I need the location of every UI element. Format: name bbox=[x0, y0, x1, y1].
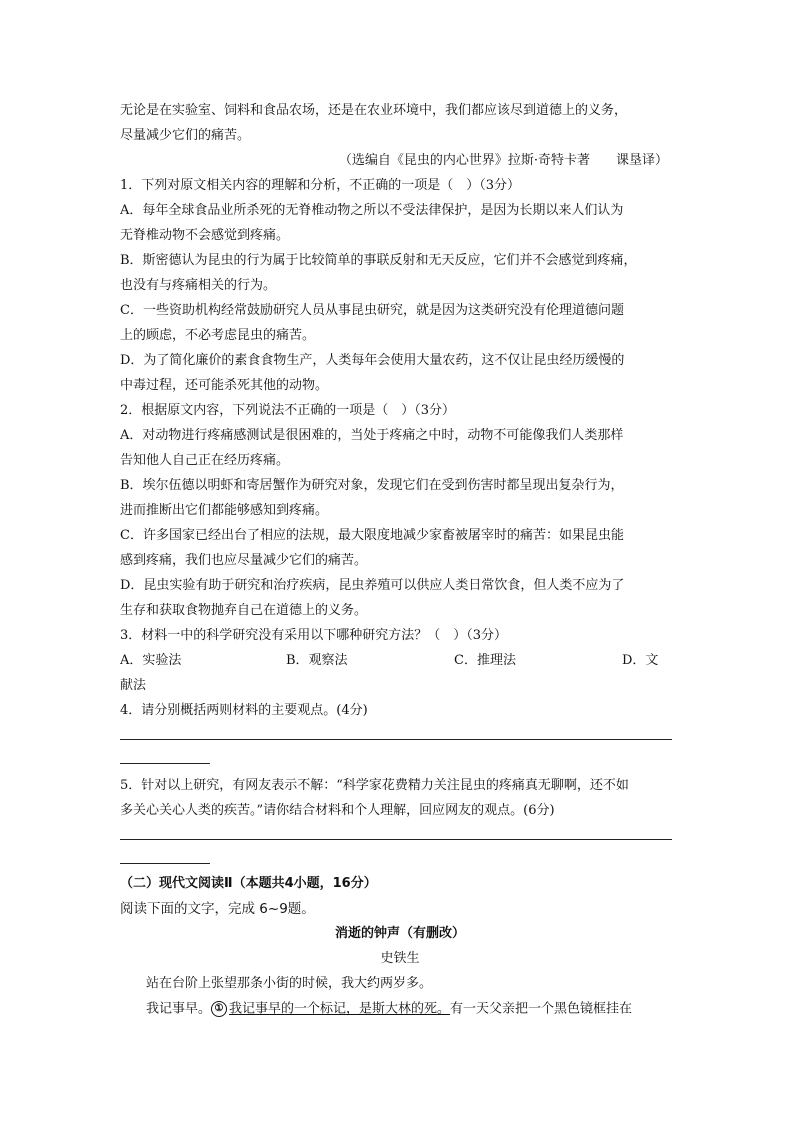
q2-option-c-line-2: 感到疼痛，我们也应尽量减少它们的痛苦。 bbox=[120, 553, 368, 568]
q5-line-1: 5．针对以上研究，有网友表示不解：“科学家花费精力关注昆虫的疼痛真无聊啊，还不如 bbox=[120, 778, 629, 793]
q4-answer-line bbox=[120, 739, 672, 740]
q3-stem: 3．材料一中的科学研究没有采用以下哪种研究方法？（ ）（3分） bbox=[120, 628, 508, 643]
q1-option-d-line-1: D．为了简化廉价的素食食物生产，人类每年会使用大量农药，这不仅让昆虫经历缓慢的 bbox=[120, 353, 625, 368]
q2-option-a-line-1: A．对动物进行疼痛感测试是很困难的，当处于疼痛之中时，动物不可能像我们人类那样 bbox=[120, 428, 624, 443]
q2-option-a-line-2: 告知他人自己正在经历疼痛。 bbox=[120, 453, 290, 468]
q3-option-d-continued: 献法 bbox=[120, 678, 147, 693]
q3-option-a: A．实验法 bbox=[120, 653, 182, 668]
paragraph-2-lead: 我记事早。 bbox=[146, 1001, 212, 1017]
q1-option-b-line-1: B．斯密德认为昆虫的行为属于比较简单的事联反射和无天反应，它们并不会感觉到疼痛， bbox=[120, 253, 637, 268]
q1-option-a-line-1: A．每年全球食品业所杀死的无脊椎动物之所以不受法律保护，是因为长期以来人们认为 bbox=[120, 203, 624, 218]
q1-stem: 1．下列对原文相关内容的理解和分析，不正确的一项是（ ）（3分） bbox=[120, 178, 521, 193]
q2-option-b-line-1: B．埃尔伍德以明虾和寄居蟹作为研究对象，发现它们在受到伤害时都呈现出复杂行为， bbox=[120, 478, 624, 493]
q5-line-2: 多关心关心人类的疾苦。”请你结合材料和个人理解，回应网友的观点。(6分) bbox=[120, 803, 555, 818]
q2-option-c-line-1: C．许多国家已经出台了相应的法规，最大限度地减少家畜被屠宰时的痛苦：如果昆虫能 bbox=[120, 528, 624, 543]
passage-author: 史铁生 bbox=[380, 951, 420, 966]
q3-option-c: C．推理法 bbox=[454, 653, 516, 668]
q1-option-d-line-2: 中毒过程，还可能杀死其他的动物。 bbox=[120, 378, 329, 393]
q2-stem: 2．根据原文内容，下列说法不正确的一项是（ ）（3分） bbox=[120, 403, 456, 418]
passage-paragraph-1: 站在台阶上张望那条小街的时候，我大约两岁多。 bbox=[146, 976, 433, 991]
q1-option-c-line-2: 上的顾虑，不必考虑昆虫的痛苦。 bbox=[120, 328, 316, 343]
section-heading: （二）现代文阅读Ⅱ（本题共4小题，16分） bbox=[120, 876, 377, 891]
material-line-1: 无论是在实验室、饲料和食品农场，还是在农业环境中，我们都应该尽到道德上的义务， bbox=[120, 103, 628, 118]
q2-option-b-line-2: 进而推断出它们都能够感知到疼痛。 bbox=[120, 503, 329, 518]
q2-option-d-line-1: D．昆虫实验有助于研究和治疗疾病，昆虫养殖可以供应人类日常饮食，但人类不应为了 bbox=[120, 578, 625, 593]
passage-paragraph-2 bbox=[146, 1001, 680, 1018]
q3-option-b: B．观察法 bbox=[286, 653, 348, 668]
q1-option-a-line-2: 无脊椎动物不会感觉到疼痛。 bbox=[120, 228, 290, 243]
q4-answer-line-short bbox=[120, 763, 210, 764]
q3-option-d: D．文 bbox=[622, 653, 659, 668]
q1-option-b-line-2: 也没有与疼痛相关的行为。 bbox=[120, 278, 277, 293]
q1-option-c-line-1: C．一些资助机构经常鼓励研究人员从事昆虫研究，就是因为这类研究没有伦理道德问题 bbox=[120, 303, 624, 318]
paragraph-2-rest: 有一天父亲把一个黑色镜框挂在 bbox=[450, 1001, 633, 1017]
q2-option-d-line-2: 生存和获取食物抛弃自己在道德上的义务。 bbox=[120, 603, 368, 618]
underlined-sentence: 我记事早的一个标记，是斯大林的死。 bbox=[229, 1001, 451, 1017]
circled-number-marker: ① bbox=[211, 1001, 227, 1017]
material-line-2: 尽量减少它们的痛苦。 bbox=[120, 128, 251, 143]
q4-stem: 4．请分别概括两则材料的主要观点。(4分) bbox=[120, 703, 368, 718]
section-instruction: 阅读下面的文字，完成 6~9题。 bbox=[120, 901, 315, 917]
q5-answer-line-short bbox=[120, 863, 210, 864]
material-source: （选编自《昆虫的内心世界》拉斯·奇特卡著 课垦译） bbox=[338, 153, 668, 168]
q5-answer-line bbox=[120, 839, 672, 840]
passage-title: 消逝的钟声（有删改） bbox=[334, 926, 465, 941]
